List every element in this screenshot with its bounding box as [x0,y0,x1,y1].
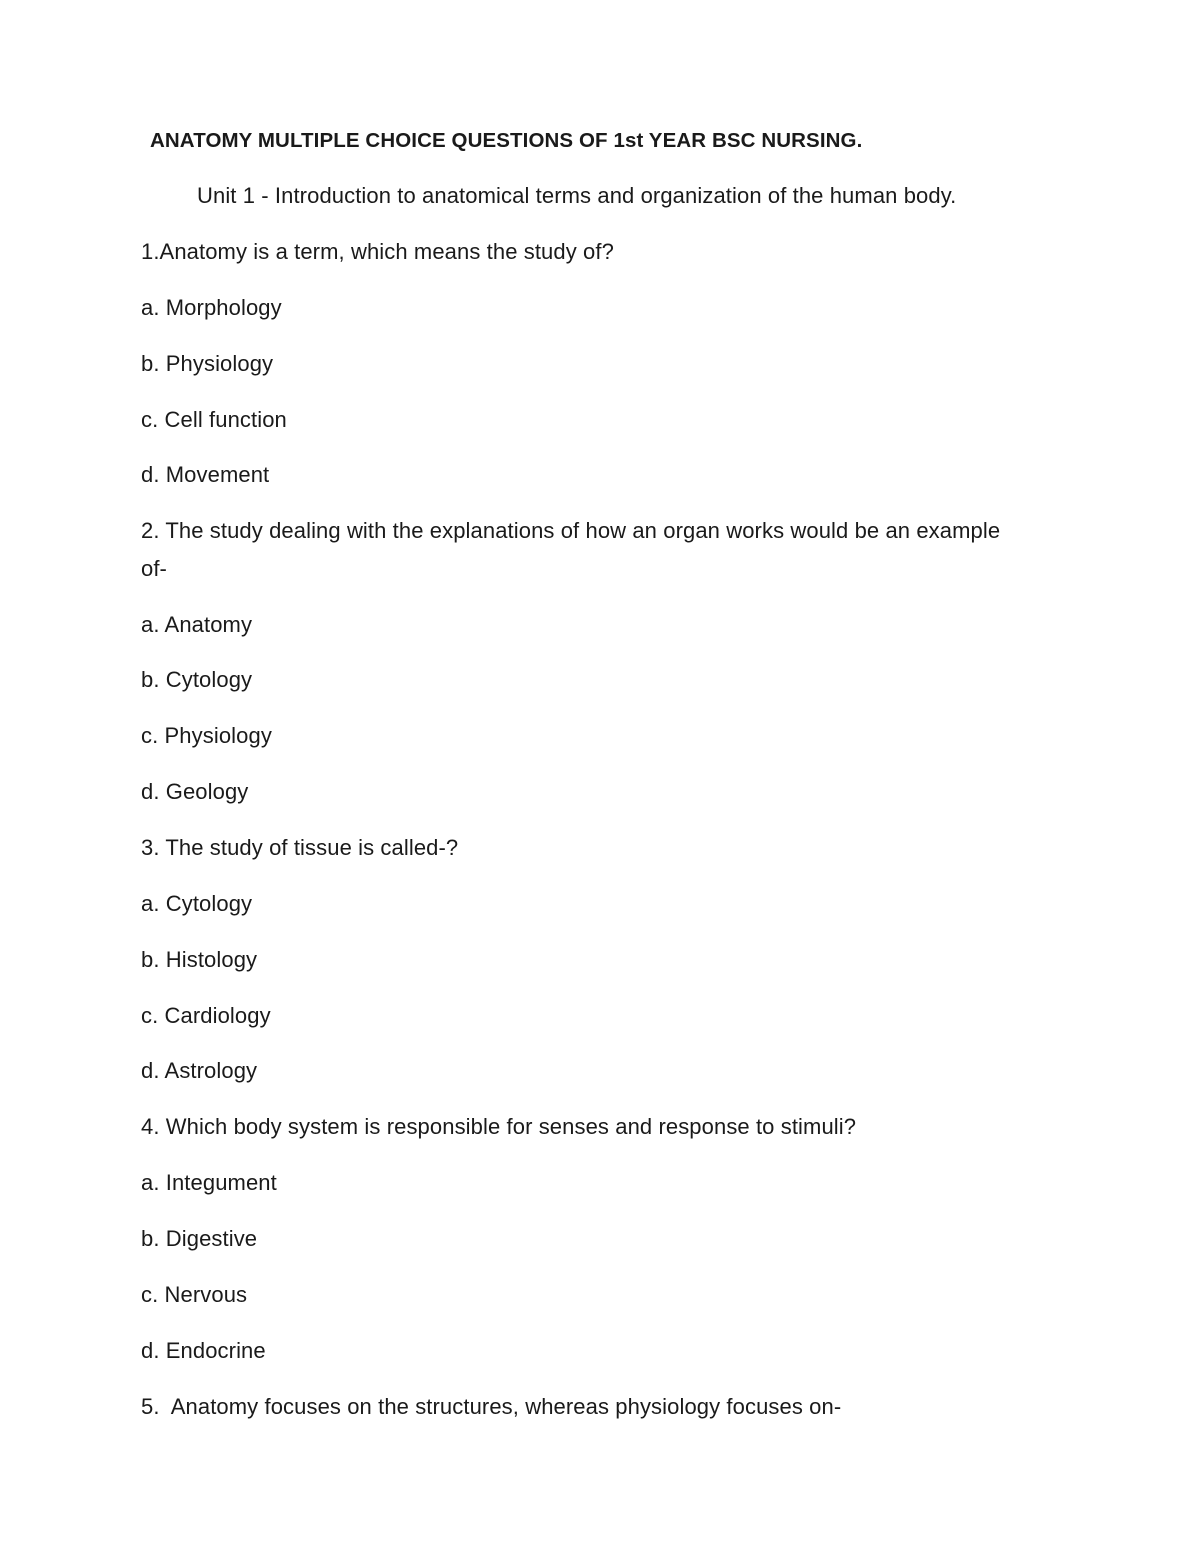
question-2-option-a: a. Anatomy [141,612,253,637]
question-4: 4. Which body system is responsible for senses and response to stimuli? [141,1114,857,1139]
question-5: 5. Anatomy focuses on the structures, whereas physiology focuses on- [141,1394,842,1419]
question-1-option-d: d. Movement [141,462,270,487]
question-4-option-a: a. Integument [141,1170,277,1195]
question-2-option-d: d. Geology [141,779,249,804]
question-4-option-c: c. Nervous [141,1282,248,1307]
question-2-line-1: 2. The study dealing with the explanations of how an organ works would be an example [141,518,1001,543]
question-3-option-d: d. Astrology [141,1058,258,1083]
question-3-option-b: b. Histology [141,947,258,972]
question-1-option-a: a. Morphology [141,295,282,320]
document-title: ANATOMY MULTIPLE CHOICE QUESTIONS OF 1st YEAR BSC NURSING. [150,129,863,152]
question-3-option-a: a. Cytology [141,891,253,916]
question-1-option-c: c. Cell function [141,407,287,432]
question-2-option-b: b. Cytology [141,667,253,692]
question-1: 1.Anatomy is a term, which means the study of? [141,239,614,264]
question-1-option-b: b. Physiology [141,351,274,376]
question-2-line-2: of- [141,556,167,581]
question-4-option-b: b. Digestive [141,1226,258,1251]
document-subtitle: Unit 1 - Introduction to anatomical terms and organization of the human body. [197,183,957,208]
question-2-option-c: c. Physiology [141,723,272,748]
question-3-option-c: c. Cardiology [141,1003,271,1028]
question-4-option-d: d. Endocrine [141,1338,266,1363]
question-3: 3. The study of tissue is called-? [141,835,459,860]
